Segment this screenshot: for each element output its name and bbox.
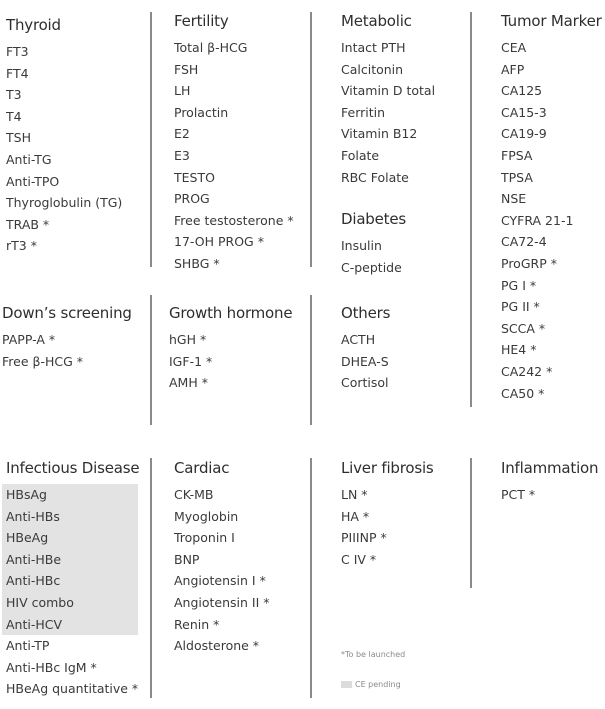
test-item: Vitamin B12	[341, 126, 418, 142]
test-item: PCT *	[501, 487, 536, 502]
test-item: PG II *	[501, 299, 540, 315]
test-item: Angiotensin I *	[174, 573, 266, 589]
test-item: CA19-9	[501, 126, 547, 142]
section-diabetes	[341, 209, 406, 278]
section-title: Liver fibrosis	[341, 459, 434, 477]
test-item: RBC Folate	[341, 169, 409, 185]
test-list	[6, 41, 122, 257]
test-item: Anti-HBe	[2, 549, 138, 571]
test-item: Folate	[341, 147, 380, 163]
test-item: CA15-3	[501, 104, 547, 120]
test-item: Renin *	[174, 616, 220, 632]
footnote-ce-pending	[341, 680, 401, 689]
section-title: Cardiac	[174, 459, 230, 477]
section-title: Fertility	[174, 12, 229, 30]
test-list	[174, 37, 294, 275]
test-item: Angiotensin II *	[174, 594, 270, 610]
test-item: Free testosterone *	[174, 212, 294, 228]
section-cardiac	[174, 458, 270, 657]
test-item: HBsAg	[2, 484, 138, 506]
test-list	[341, 329, 390, 394]
test-item: ProGRP *	[501, 255, 557, 271]
test-item: ACTH	[341, 332, 376, 347]
test-list	[501, 484, 598, 506]
test-item: Anti-TP	[6, 638, 50, 654]
test-item: AFP	[501, 61, 525, 77]
test-item: LN *	[341, 487, 368, 502]
section-title: Down’s screening	[2, 304, 132, 322]
test-item: SHBG *	[174, 255, 220, 271]
test-list	[341, 235, 406, 278]
test-item: Ferritin	[341, 104, 386, 120]
divider-col2-top	[310, 12, 312, 267]
test-item: PAPP-A *	[2, 332, 56, 347]
test-item: SCCA *	[501, 320, 546, 336]
section-title: Growth hormone	[169, 304, 293, 322]
test-item: FT3	[6, 44, 29, 59]
test-item: Calcitonin	[341, 61, 404, 77]
test-item: HIV combo	[2, 592, 138, 614]
section-tumor-marker	[501, 11, 602, 404]
section-infectious-disease	[6, 458, 139, 700]
test-item: T3	[6, 87, 22, 103]
test-item: Cortisol	[341, 375, 389, 391]
ce-pending-swatch	[341, 681, 352, 688]
test-item: HBeAg quantitative *	[6, 681, 139, 697]
test-list	[174, 484, 270, 657]
test-item: CA125	[501, 83, 543, 99]
test-item: PIIINP *	[341, 530, 387, 546]
test-item: IGF-1 *	[169, 353, 213, 369]
section-title: Tumor Marker	[501, 12, 602, 30]
test-item: DHEA-S	[341, 353, 389, 369]
test-item: E3	[174, 147, 190, 163]
section-others	[341, 303, 390, 394]
test-item: C-peptide	[341, 259, 402, 275]
test-item: HA *	[341, 508, 370, 524]
section-title: Infectious Disease	[6, 459, 140, 477]
section-fertility	[174, 11, 294, 275]
test-list	[6, 635, 139, 700]
test-item: LH	[174, 83, 191, 99]
test-item: C IV *	[341, 551, 377, 567]
section-title: Metabolic	[341, 12, 412, 30]
section-title: Thyroid	[6, 16, 61, 34]
test-item: CA50 *	[501, 385, 545, 401]
test-item: PG I *	[501, 277, 537, 293]
test-item: Anti-HBc IgM *	[6, 659, 97, 675]
test-item: Anti-HBs	[2, 506, 138, 528]
section-title: Others	[341, 304, 391, 322]
test-item: TESTO	[174, 169, 215, 185]
test-list	[341, 37, 435, 188]
test-item: T4	[6, 108, 22, 124]
section-title: Inflammation	[501, 459, 599, 477]
test-item: Intact PTH	[341, 40, 406, 55]
test-list	[169, 329, 292, 394]
section-downs-screening	[2, 303, 132, 372]
test-item: NSE	[501, 191, 527, 207]
test-item: Insulin	[341, 238, 382, 253]
test-item: FT4	[6, 65, 29, 81]
section-title: Diabetes	[341, 210, 406, 228]
test-item: 17-OH PROG *	[174, 234, 264, 250]
test-item: rT3 *	[6, 238, 37, 254]
test-item: CA242 *	[501, 363, 553, 379]
section-inflammation	[501, 458, 598, 506]
test-item: HBeAg	[2, 527, 138, 549]
test-item: TSH	[6, 130, 31, 146]
test-item: CYFRA 21-1	[501, 212, 574, 228]
test-item: TRAB *	[6, 216, 50, 232]
test-item: Anti-HCV	[2, 614, 138, 636]
test-item: PROG	[174, 191, 210, 207]
test-item: BNP	[174, 551, 200, 567]
section-growth-hormone	[169, 303, 292, 394]
test-item: hGH *	[169, 332, 207, 347]
test-item: CEA	[501, 40, 527, 55]
footnote-to-be-launched	[341, 650, 405, 659]
test-item: FPSA	[501, 147, 533, 163]
test-item: Aldosterone *	[174, 638, 260, 654]
test-item: Total β-HCG	[174, 40, 248, 55]
section-metabolic	[341, 11, 435, 188]
test-item: FSH	[174, 61, 199, 77]
test-item: Anti-TG	[6, 151, 52, 167]
test-item: CA72-4	[501, 234, 547, 250]
footnote-text: CE pending	[355, 680, 401, 689]
divider-col3-bottom	[470, 458, 472, 588]
test-item: AMH *	[169, 375, 208, 391]
section-liver-fibrosis	[341, 458, 434, 570]
test-item: Vitamin D total	[341, 83, 436, 99]
test-item: Free β-HCG *	[2, 353, 84, 369]
divider-col3-top	[470, 12, 472, 407]
test-item: E2	[174, 126, 190, 142]
test-list	[341, 484, 434, 570]
test-item: CK-MB	[174, 487, 214, 502]
section-thyroid	[6, 15, 122, 257]
divider-col1-mid	[150, 295, 152, 425]
test-list	[501, 37, 602, 404]
test-item: Anti-HBc	[2, 570, 138, 592]
ce-pending-list	[2, 484, 139, 635]
divider-col1-top	[150, 12, 152, 267]
test-item: Prolactin	[174, 104, 229, 120]
test-item: Myoglobin	[174, 508, 239, 524]
test-item: Troponin I	[174, 530, 235, 546]
test-item: Thyroglobulin (TG)	[6, 195, 123, 211]
test-item: TPSA	[501, 169, 533, 185]
divider-col2-mid	[310, 295, 312, 425]
divider-col2-bottom	[310, 458, 312, 698]
test-item: Anti-TPO	[6, 173, 60, 189]
test-list	[2, 329, 132, 372]
test-item: HE4 *	[501, 342, 537, 358]
footnote-text: *To be launched	[341, 650, 406, 659]
divider-col1-bottom	[150, 458, 152, 698]
